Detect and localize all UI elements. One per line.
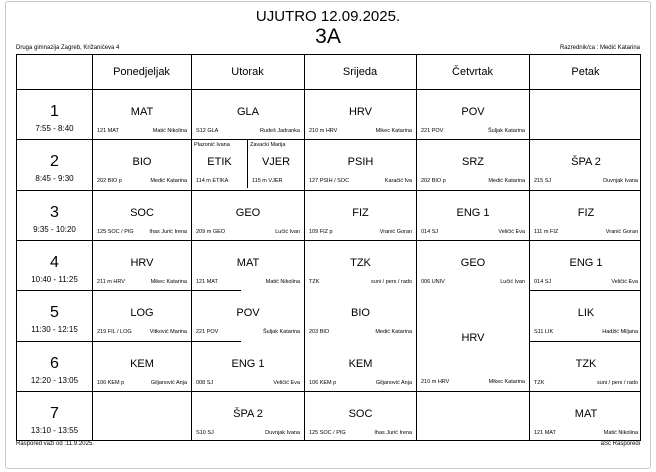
lesson-subject: LIK [577,307,595,319]
lesson-teacher: Medić Katarina [488,178,525,184]
lesson-cell[interactable] [530,241,642,290]
lesson-cell[interactable] [530,191,642,240]
lesson-subject: ŠPA 2 [233,408,263,420]
lesson-room: S10 SJ [196,430,214,436]
lesson-subject: TZK [350,257,371,269]
lesson-cell[interactable] [305,191,416,240]
lesson-cell[interactable] [305,291,416,341]
lesson-cell[interactable] [530,342,642,391]
lesson-cell[interactable] [93,140,191,190]
lesson-group: Zavacki Marija [250,142,286,148]
lesson-teacher: Veličić Eva [498,229,525,235]
period-number: 4 [50,254,59,271]
lesson-room: 210 m HRV [309,128,338,134]
lesson-cell[interactable] [192,392,304,441]
lesson-cell[interactable] [93,191,191,240]
lesson-teacher: suni / pers / rado [371,279,412,285]
lesson-group: Plazonić Ivana [194,142,230,148]
period-number: 3 [50,204,59,221]
lesson-room: 121 MAT [196,279,218,285]
lesson-room: 210 m HRV [421,379,450,385]
lesson-subject: MAT [130,106,154,118]
period-number: 5 [50,304,59,321]
lesson-room: 121 MAT [97,128,119,134]
lesson-subject: HRV [348,106,373,118]
lesson-subject: HRV [461,332,485,344]
lesson-teacher: Šuljak Katarina [263,329,300,335]
lesson-subject: GLA [236,106,259,118]
lesson-cell[interactable] [192,241,304,290]
lesson-cell[interactable] [93,291,191,341]
lesson-room: 219 FIL / LOG [97,329,132,335]
lesson-room: 125 SOC / PIG [309,430,346,436]
lesson-subject: MAT [574,408,598,420]
lesson-cell[interactable] [305,342,416,391]
lesson-cell[interactable] [417,90,529,139]
period-number: 6 [50,355,59,372]
period-number: 1 [50,103,59,120]
lesson-cell[interactable] [192,342,304,391]
lesson-subject: TZK [575,358,597,370]
period-time: 9:35 - 10:20 [33,225,76,234]
lesson-subject: ENG 1 [456,207,490,219]
lesson-subject: ENG 1 [569,257,603,269]
lesson-teacher: Medić Katarina [375,329,412,335]
lesson-room: 106 KEM p [309,380,337,386]
lesson-room: 114 m ETIKA [196,178,229,184]
lesson-cell[interactable] [417,191,529,240]
lesson-teacher: Hadžić Miljana [602,329,638,335]
day-header-thursday: Četvrtak [452,66,493,78]
lesson-room: 203 BIO [309,329,330,335]
lesson-subject: BIO [351,307,370,319]
lesson-room: 115 m VJER [252,178,283,184]
lesson-room: 202 BIO p [97,178,122,184]
lesson-cell[interactable] [530,392,642,441]
school-name: Druga gimnazija Zagreb, Križanićeva 4 [16,45,120,51]
lesson-room: 215 SJ [534,178,552,184]
lesson-teacher: Duvnjak Ivana [603,178,638,184]
lesson-teacher: Giljanović Anja [375,380,412,386]
lesson-teacher: Vranić Goran [605,229,638,235]
lesson-teacher: Ihas Jurić Irena [374,430,412,436]
lesson-subject: POV [461,106,485,118]
lesson-cell-group-b[interactable] [248,140,304,190]
lesson-teacher: Šuljak Katarina [488,128,525,134]
generator-credit: aSc Rasporedi [600,441,640,447]
lesson-subject: POV [236,307,260,319]
lesson-room: TZK [309,279,320,285]
lesson-subject: HRV [130,257,154,269]
lesson-room: 221 POV [196,329,219,335]
valid-from-note: Raspored važi od :11.9.2025. [16,441,94,447]
day-header-wednesday: Srijeda [342,66,378,78]
lesson-subject: FIZ [577,207,595,219]
lesson-teacher: Veličić Eva [273,380,300,386]
lesson-teacher: Vranić Goran [379,229,412,235]
lesson-teacher: Matić Nikolina [265,279,300,285]
lesson-room: 109 FIZ p [309,229,333,235]
timetable-grid [16,54,641,441]
lesson-room: 211 m HRV [97,279,125,285]
lesson-teacher: Lučić Ivan [275,229,300,235]
lesson-teacher: Ihas Jurić Irena [149,229,187,235]
lesson-room: 125 SOC / PIG [97,229,134,235]
period-time: 12:20 - 13:05 [30,376,79,385]
lesson-teacher: Matić Nikolina [152,128,187,134]
lesson-teacher: Karačić Iva [384,178,412,184]
class-name: 3A [315,25,341,48]
lesson-teacher: Mikec Katarina [375,128,412,134]
lesson-teacher: suni / pers / rado [597,380,638,386]
lesson-teacher: Rudeš Jadranka [259,128,300,134]
lesson-room: 014 SJ [421,229,439,235]
lesson-teacher: Matić Nikolina [603,430,638,436]
lesson-room: 209 m GEO [196,229,226,235]
lesson-subject: VJER [261,156,291,168]
lesson-cell[interactable] [93,90,191,139]
lesson-subject: GEO [460,257,486,269]
period-time: 7:55 - 8:40 [35,124,74,133]
lesson-cell[interactable] [192,90,304,139]
lesson-cell[interactable] [93,342,191,391]
period-time: 10:40 - 11:25 [31,275,78,284]
day-header-monday: Ponedjeljak [113,66,170,78]
period-number: 2 [50,153,59,170]
lesson-teacher: Lučić Ivan [500,279,525,285]
lesson-teacher: Veličić Eva [611,279,638,285]
lesson-cell[interactable] [93,241,191,290]
lesson-subject: MAT [236,257,260,269]
class-teacher: Razrednik/ca : Medić Katarina [559,45,640,51]
lesson-room: 127 PSIH / SOC [309,178,350,184]
lesson-room: 111 m FIZ [534,229,559,235]
lesson-cell[interactable] [192,291,304,341]
lesson-room: TZK [534,380,545,386]
lesson-room: 008 SJ [196,380,214,386]
lesson-cell[interactable] [305,392,416,441]
lesson-room: S11 LIK [534,329,554,335]
lesson-teacher: Vitković Marina [149,329,187,335]
lesson-room: 014 SJ [534,279,552,285]
period-time: 8:45 - 9:30 [35,174,74,183]
day-header-friday: Petak [571,66,600,78]
lesson-cell[interactable] [530,291,642,341]
lesson-subject: KEM [130,358,154,370]
lesson-cell-double[interactable] [417,291,529,391]
lesson-cell[interactable] [305,241,416,290]
lesson-cell[interactable] [305,140,416,190]
lesson-cell-group-a[interactable] [192,140,247,190]
lesson-subject: SRZ [462,156,484,168]
lesson-subject: LOG [130,307,154,319]
period-number: 7 [50,405,59,422]
lesson-cell[interactable] [417,140,529,190]
lesson-cell[interactable] [305,90,416,139]
lesson-subject: ENG 1 [231,358,265,370]
lesson-room: 106 KEM p [97,380,125,386]
lesson-room: 221 POV [421,128,444,134]
lesson-cell[interactable] [530,140,642,190]
lesson-teacher: Duvnjak Ivana [265,430,300,436]
lesson-subject: SOC [130,207,154,219]
lesson-subject: FIZ [352,207,369,219]
lesson-cell[interactable] [417,241,529,290]
lesson-teacher: Mikec Katarina [150,279,187,285]
lesson-room: 202 BIO p [421,178,446,184]
lesson-subject: KEM [348,358,373,370]
timetable-title: UJUTRO 12.09.2025. [255,8,401,25]
lesson-subject: GEO [235,207,261,219]
period-time: 13:10 - 13:55 [30,426,79,435]
lesson-subject: BIO [132,156,152,168]
lesson-subject: SOC [348,408,373,420]
day-header-tuesday: Utorak [231,66,264,78]
lesson-room: 006 UNIV [421,279,445,285]
lesson-subject: ŠPA 2 [571,156,601,168]
lesson-teacher: Medić Katarina [150,178,187,184]
lesson-room: 121 MAT [534,430,556,436]
lesson-room: S12 GLA [196,128,219,134]
period-time: 11:30 - 12:15 [31,325,78,334]
lesson-subject: PSIH [347,156,374,168]
lesson-cell[interactable] [192,191,304,240]
lesson-teacher: Mikec Katarina [488,379,525,385]
lesson-subject: ETIK [207,156,232,168]
lesson-teacher: Giljanović Anja [150,380,187,386]
